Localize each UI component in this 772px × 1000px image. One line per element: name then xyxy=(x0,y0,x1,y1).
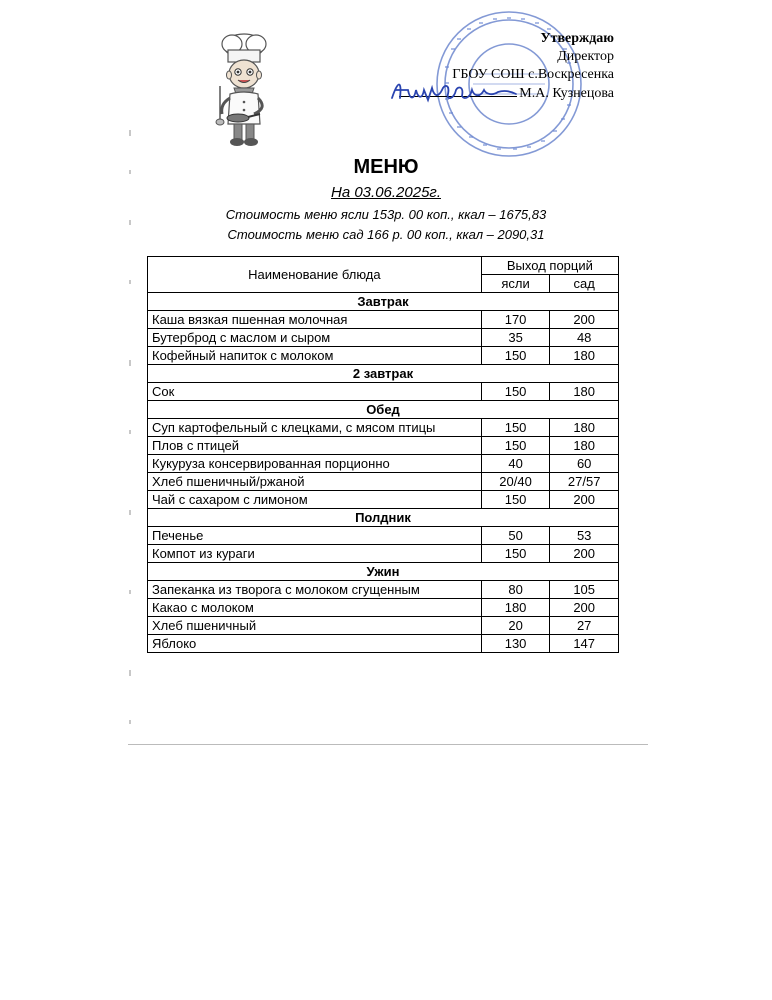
nursery-portion: 20/40 xyxy=(481,473,550,491)
chef-cartoon-icon xyxy=(208,28,278,152)
table-row xyxy=(148,599,619,617)
menu-table-body xyxy=(148,293,619,653)
garden-portion: 147 xyxy=(550,635,619,653)
nursery-portion: 35 xyxy=(481,329,550,347)
column-header-garden: сад xyxy=(550,275,619,293)
section-title: Обед xyxy=(148,401,619,419)
nursery-portion: 150 xyxy=(481,347,550,365)
section-row xyxy=(148,563,619,581)
section-row xyxy=(148,401,619,419)
dish-name: Яблоко xyxy=(148,635,482,653)
dish-name: Каша вязкая пшенная молочная xyxy=(148,311,482,329)
nursery-portion: 20 xyxy=(481,617,550,635)
section-title: Завтрак xyxy=(148,293,619,311)
cost-garden: Стоимость меню сад 166 р. 00 коп., ккал – 2090,31 xyxy=(227,227,545,242)
page-title: МЕНЮ xyxy=(353,156,419,178)
table-row xyxy=(148,419,619,437)
nursery-portion: 150 xyxy=(481,383,550,401)
garden-portion: 180 xyxy=(550,383,619,401)
nursery-portion: 130 xyxy=(481,635,550,653)
garden-portion: 48 xyxy=(550,329,619,347)
cost-nursery: Стоимость меню ясли 153р. 00 коп., ккал – 1675,83 xyxy=(225,207,547,222)
table-row xyxy=(148,347,619,365)
table-row xyxy=(148,581,619,599)
section-row xyxy=(148,509,619,527)
dish-name: Хлеб пшеничный xyxy=(148,617,482,635)
dish-name: Какао с молоком xyxy=(148,599,482,617)
nursery-portion: 40 xyxy=(481,455,550,473)
table-row xyxy=(148,383,619,401)
scan-bottom-line xyxy=(128,744,648,745)
nursery-portion: 170 xyxy=(481,311,550,329)
table-row xyxy=(148,329,619,347)
section-title: Полдник xyxy=(148,509,619,527)
school-name: ГБОУ СОШ с.Воскресенка xyxy=(452,67,614,82)
table-row xyxy=(148,491,619,509)
nursery-portion: 80 xyxy=(481,581,550,599)
table-row xyxy=(148,473,619,491)
nursery-portion: 50 xyxy=(481,527,550,545)
column-header-dish: Наименование блюда xyxy=(148,257,482,293)
nursery-portion: 180 xyxy=(481,599,550,617)
menu-table xyxy=(147,256,619,653)
dish-name: Кукуруза консервированная порционно xyxy=(148,455,482,473)
dish-name: Сок xyxy=(148,383,482,401)
table-row xyxy=(148,311,619,329)
garden-portion: 200 xyxy=(550,599,619,617)
menu-date: На 03.06.2025г. xyxy=(331,184,441,201)
garden-portion: 53 xyxy=(550,527,619,545)
handwritten-signature xyxy=(388,76,518,108)
section-title: 2 завтрак xyxy=(148,365,619,383)
section-row xyxy=(148,293,619,311)
nursery-portion: 150 xyxy=(481,491,550,509)
table-row xyxy=(148,455,619,473)
dish-name: Плов с птицей xyxy=(148,437,482,455)
dish-name: Кофейный напиток с молоком xyxy=(148,347,482,365)
garden-portion: 180 xyxy=(550,347,619,365)
dish-name: Бутерброд с маслом и сыром xyxy=(148,329,482,347)
dish-name: Чай с сахаром с лимоном xyxy=(148,491,482,509)
nursery-portion: 150 xyxy=(481,419,550,437)
garden-portion: 60 xyxy=(550,455,619,473)
garden-portion: 105 xyxy=(550,581,619,599)
table-row xyxy=(148,545,619,563)
table-row xyxy=(148,527,619,545)
section-row xyxy=(148,365,619,383)
table-row xyxy=(148,635,619,653)
garden-portion: 27/57 xyxy=(550,473,619,491)
table-header-row xyxy=(148,257,619,275)
dish-name: Хлеб пшеничный/ржаной xyxy=(148,473,482,491)
nursery-portion: 150 xyxy=(481,437,550,455)
column-header-output: Выход порций xyxy=(481,257,618,275)
garden-portion: 200 xyxy=(550,545,619,563)
dish-name: Суп картофельный с клецками, с мясом птицы xyxy=(148,419,482,437)
approval-word: Утверждаю xyxy=(540,31,614,46)
section-title: Ужин xyxy=(148,563,619,581)
nursery-portion: 150 xyxy=(481,545,550,563)
table-row xyxy=(148,437,619,455)
garden-portion: 200 xyxy=(550,491,619,509)
approver-position: Директор xyxy=(557,49,614,64)
approver-name: М.А. Кузнецова xyxy=(519,86,614,101)
garden-portion: 180 xyxy=(550,437,619,455)
dish-name: Компот из кураги xyxy=(148,545,482,563)
garden-portion: 27 xyxy=(550,617,619,635)
garden-portion: 180 xyxy=(550,419,619,437)
column-header-nursery: ясли xyxy=(481,275,550,293)
garden-portion: 200 xyxy=(550,311,619,329)
dish-name: Печенье xyxy=(148,527,482,545)
table-row xyxy=(148,617,619,635)
dish-name: Запеканка из творога с молоком сгущенным xyxy=(148,581,482,599)
